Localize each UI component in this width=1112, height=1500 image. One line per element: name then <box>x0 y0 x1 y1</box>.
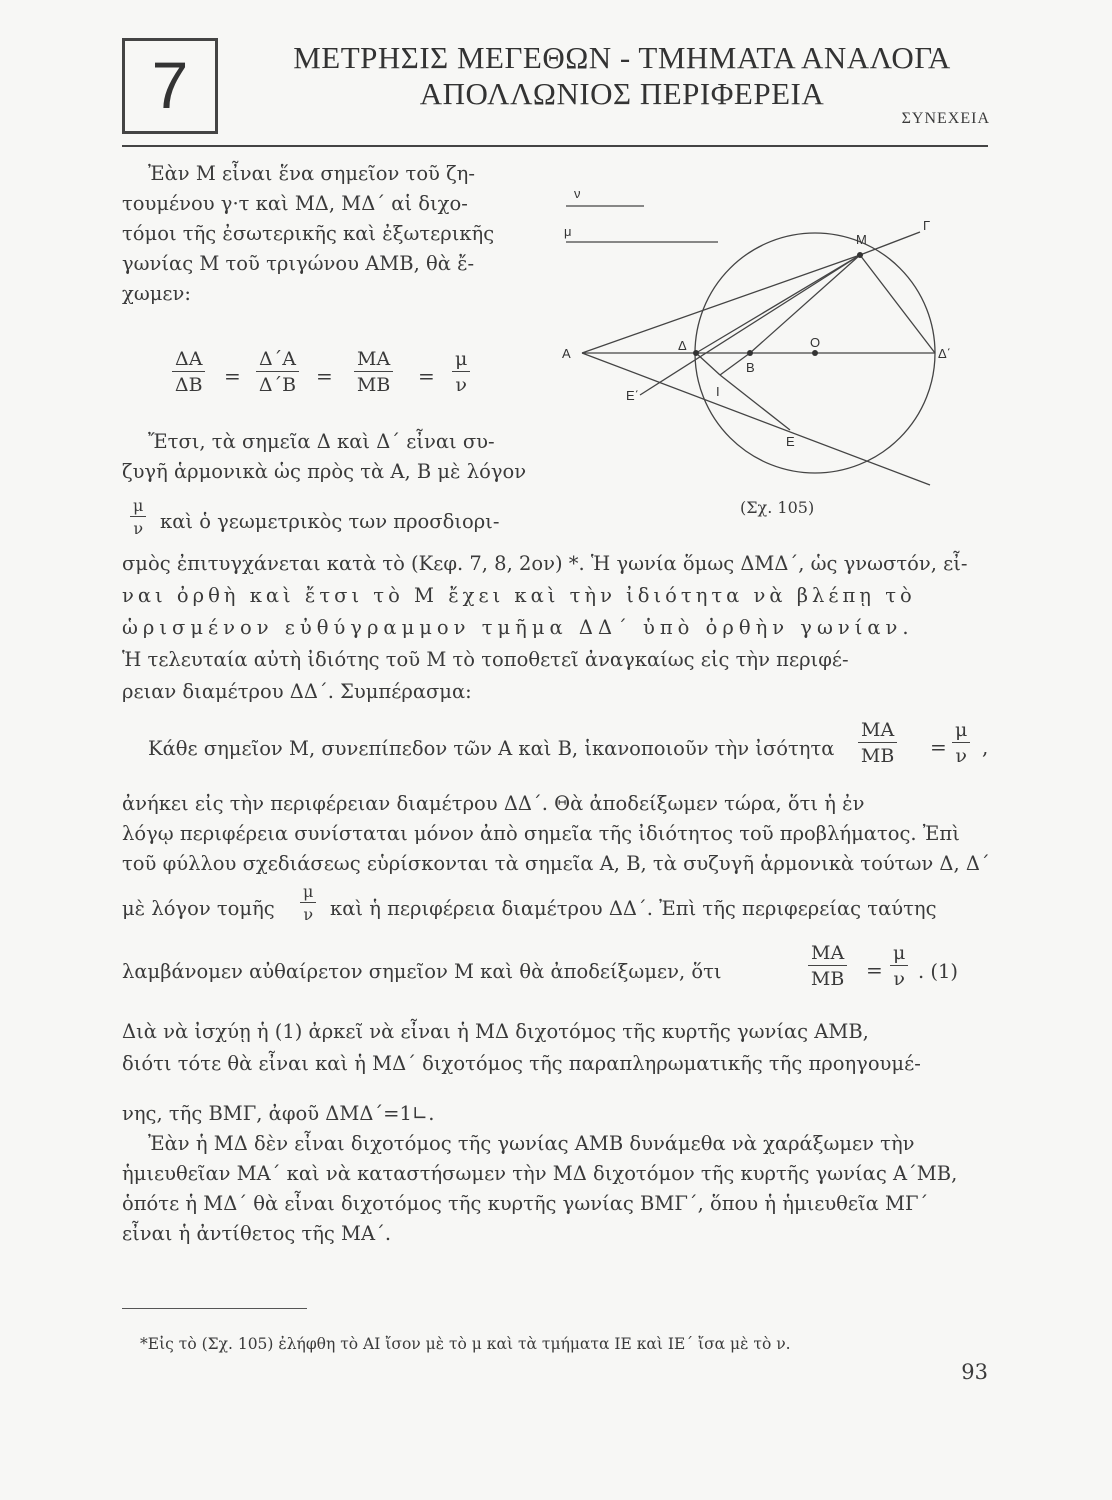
header-rule <box>122 145 988 147</box>
para3-claim-frac-2: $\frac{\mu}{\nu}$ <box>890 942 908 990</box>
eq1-equals-2: = <box>316 364 333 388</box>
figure-lab-E: Ε <box>786 434 795 449</box>
para4-line-2: διότι τότε θὰ εἶναι καὶ ἡ ΜΔ΄ διχοτόμος τῆς παραπληρωματικῆς τῆς προηγουμέ- <box>122 1052 921 1075</box>
para2-full-line-1: σμὸς ἐπιτυγχάνεται κατὰ τὸ (Κεφ. 7, 8, 2ον) *. Ἡ γωνία ὅμως ΔΜΔ΄, ὡς γνωστόν, εἶ- <box>122 552 968 575</box>
figure-lab-nu: ν <box>574 186 581 201</box>
conclusion-frac-1: $\frac{MA}{MB}$ <box>858 719 897 767</box>
eq1-frac-2: $\frac{\Delta΄A}{\Delta΄B}$ <box>256 348 299 396</box>
figure-lab-D: Δ <box>678 338 687 353</box>
figure-lab-M: Μ <box>856 232 867 247</box>
eq1-frac-3: $\frac{MA}{MB}$ <box>354 348 393 396</box>
conclusion-frac-2: $\frac{\mu}{\nu}$ <box>952 719 970 767</box>
eq1-frac-1: $\frac{\Delta A}{\Delta B}$ <box>172 348 205 396</box>
conclusion-text: Κάθε σημεῖον Μ, συνεπίπεδον τῶν Α καὶ Β, ἱκανοποιοῦν τὴν ἰσότητα <box>148 737 835 760</box>
para4-line-6: ὁπότε ἡ ΜΔ΄ θὰ εἶναι διχοτόμος τῆς κυρτῆς γωνίας ΒΜΓ΄, ὅπου ἡ ἡμιευθεῖα ΜΓ΄ <box>122 1192 929 1215</box>
para3-claim-tag: . (1) <box>918 960 959 983</box>
para3-line-3: τοῦ φύλλου σχεδιάσεως εὑρίσκονται τὰ σημεῖα Α, Β, τὰ συζυγῆ ἁρμονικὰ τούτων Δ, Δ΄ <box>122 852 990 875</box>
para4-line-3: νης, τῆς ΒΜΓ, ἀφοῦ ΔΜΔ΄=1∟. <box>122 1102 435 1125</box>
para2-line-2: ζυγῆ ἁρμονικὰ ὡς πρὸς τὰ Α, Β μὲ λόγον <box>122 460 527 483</box>
para3-ratio-frac: $\frac{\mu}{\nu}$ <box>300 882 316 924</box>
chapter-title-line1: ΜΕΤΡΗΣΙΣ ΜΕΓΕΘΩΝ - ΤΜΗΜΑΤΑ ΑΝΑΛΟΓΑ <box>293 40 951 75</box>
para2-line-1: Ἔτσι, τὰ σημεῖα Δ καὶ Δ΄ εἶναι συ- <box>148 430 495 453</box>
figure-lab-O: Ο <box>810 335 821 350</box>
intro-line-1: Ἐὰν Μ εἶναι ἕνα σημεῖον τοῦ ζη- <box>148 162 475 185</box>
figure-caption: (Σχ. 105) <box>740 498 815 517</box>
para3-ratio-before: μὲ λόγον τομῆς <box>122 897 275 920</box>
point-B <box>747 350 753 356</box>
para3-claim-frac-1: $\frac{MA}{MB}$ <box>808 942 847 990</box>
para4-line-5: ἡμιευθεῖαν ΜΑ΄ καὶ νὰ καταστήσωμεν τὴν ΜΔ διχοτόμον τῆς κυρτῆς γωνίας Α΄ΜΒ, <box>122 1162 958 1185</box>
figure-105 <box>560 180 990 525</box>
para2-ratio: $\frac{\mu}{\nu}$ <box>130 496 146 538</box>
point-M <box>857 252 863 258</box>
para3-line-1: ἀνήκει εἰς τὴν περιφέρειαν διαμέτρου ΔΔ΄. Θὰ ἀποδείξωμεν τώρα, ὅτι ἡ ἐν <box>122 792 865 815</box>
footnote: *Εἰς τὸ (Σχ. 105) ἐλήφθη τὸ ΑΙ ἴσον μὲ τὸ μ καὶ τὰ τμήματα ΙΕ καὶ ΙΕ΄ ἴσα μὲ τὸ ν. <box>140 1335 791 1353</box>
line-MD2 <box>860 255 935 353</box>
intro-line-5: χωμεν: <box>122 282 191 305</box>
intro-line-3: τόμοι τῆς ἐσωτερικῆς καὶ ἐξωτερικῆς <box>122 222 495 245</box>
intro-line-2: τουμένου γ·τ καὶ ΜΔ, ΜΔ΄ αἱ διχο- <box>122 192 468 215</box>
ray-MG <box>860 232 920 255</box>
point-D <box>693 350 699 356</box>
para2-full-line-4: Ἡ τελευταία αὐτὴ ἰδιότης τοῦ Μ τὸ τοποθετεῖ ἀναγκαίως εἰς τὴν περιφέ- <box>122 648 849 671</box>
chapter-number-box <box>122 38 218 134</box>
conclusion-comma: , <box>982 735 989 759</box>
para2-full-line-2: ναι ὀρθὴ καὶ ἔτσι τὸ Μ ἔχει καὶ τὴν ἰδιότητα νὰ βλέπῃ τὸ <box>122 584 916 607</box>
figure-lab-I: Ι <box>716 384 720 399</box>
para3-ratio-after: καὶ ἡ περιφέρεια διαμέτρου ΔΔ΄. Ἐπὶ τῆς περιφερείας ταύτης <box>330 897 937 920</box>
page-number: 93 <box>961 1360 988 1384</box>
line-I-E <box>720 375 790 430</box>
eq1-equals-3: = <box>418 364 435 388</box>
figure-lab-B: Β <box>746 360 755 375</box>
para4-line-7: εἶναι ἡ ἀντίθετος τῆς ΜΑ΄. <box>122 1222 392 1245</box>
para4-line-4: Ἐὰν ἡ ΜΔ δὲν εἶναι διχοτόμος τῆς γωνίας ΑΜΒ δυνάμεθα νὰ χαράξωμεν τὴν <box>148 1132 915 1155</box>
figure-lab-A: Α <box>562 346 571 361</box>
footnote-rule <box>122 1308 307 1309</box>
eq1-frac-4: $\frac{\mu}{\nu}$ <box>452 348 470 396</box>
para3-claim-before: λαμβάνομεν αὐθαίρετον σημεῖον Μ καὶ θὰ ἀποδείξωμεν, ὅτι <box>122 960 722 983</box>
line-AE <box>582 353 930 485</box>
para3-line-2: λόγῳ περιφέρεια συνίσταται μόνον ἀπὸ σημεῖα τῆς ἰδιότητος τοῦ προβλήματος. Ἐπὶ <box>122 822 960 845</box>
line-MB <box>750 255 860 353</box>
conclusion-equals: = <box>930 735 947 759</box>
para2-line-3: καὶ ὁ γεωμετρικὸς των προσδιορι- <box>160 510 500 533</box>
chapter-title-line2: ΑΠΟΛΛΩΝΙΟΣ ΠΕΡΙΦΕΡΕΙΑ <box>419 76 825 111</box>
figure-lab-mu: μ <box>564 224 572 239</box>
intro-line-4: γωνίας Μ τοῦ τριγώνου ΑΜΒ, θὰ ἔ- <box>122 252 475 275</box>
chapter-number: 7 <box>151 48 189 122</box>
eq1-equals-1: = <box>224 364 241 388</box>
point-O <box>812 350 818 356</box>
para4-line-1: Διὰ νὰ ἰσχύῃ ἡ (1) ἀρκεῖ νὰ εἶναι ἡ ΜΔ διχοτόμος τῆς κυρτῆς γωνίας ΑΜΒ, <box>122 1020 869 1043</box>
para2-full-line-3: ὡρισμένον εὐθύγραμμον τμῆμα ΔΔ΄ ὑπὸ ὀρθὴν γωνίαν. <box>122 616 914 639</box>
line-DI <box>696 353 720 375</box>
figure-lab-E2: Ε΄ <box>626 388 639 403</box>
continuation-label: ΣΥΝΕΧΕΙΑ <box>901 110 990 127</box>
figure-lab-G: Γ <box>923 218 931 233</box>
figure-lab-D2: Δ΄ <box>938 346 952 361</box>
para2-full-line-5: ρειαν διαμέτρου ΔΔ΄. Συμπέρασμα: <box>122 680 472 703</box>
para3-claim-equals: = <box>866 958 883 982</box>
